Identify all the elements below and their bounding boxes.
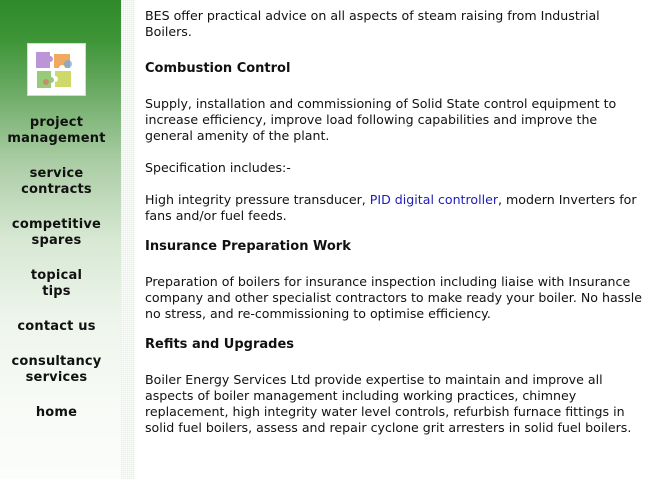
decorative-stripe [121,0,135,479]
combustion-paragraph: Supply, installation and commissioning of Solid State control equipment to increase efficiency, improve load following capabilities and improve the general amenity of the plant. [145,96,617,143]
spec-text-after: , modern Inverters for fans and/or fuel feeds. [145,192,637,223]
sidebar [0,0,121,479]
main-content [145,8,645,436]
nav-contact-us[interactable]: contact us [17,319,96,334]
puzzle-logo[interactable] [27,43,86,96]
nav-home[interactable]: home [35,405,78,420]
pid-controller-link[interactable]: PID digital controller [369,192,499,207]
nav-consultancy-services[interactable]: consultancy services [11,354,102,385]
nav-competitive-spares[interactable]: competitive spares [11,217,102,248]
nav-service-contracts[interactable]: service contracts [21,166,92,197]
nav-project-management[interactable]: project management [7,115,106,146]
spec-text-before: High integrity pressure transducer, [145,192,370,207]
puzzle-pieces-icon [28,44,85,95]
insurance-paragraph: Preparation of boilers for insurance inspection including liaise with Insurance company and other specialist contractors to make ready your boiler. No hassle no stress, and re-commissioning to optimise efficiency. [145,274,643,321]
refits-paragraph: Boiler Energy Services Ltd provide expertise to maintain and improve all aspects of boiler management including working practices, chimney replacement, high integrity water level controls, refurbish furnace fittings in solid fuel boilers, assess and repair cyclone grit arresters in solid fuel boilers. [145,372,632,435]
specification-paragraph [145,192,645,224]
nav-topical-tips[interactable]: topical tips [30,268,83,299]
intro-paragraph: BES offer practical advice on all aspects of steam raising from Industrial Boilers. [145,8,600,39]
specification-label: Specification includes:- [145,160,291,175]
combustion-heading: Combustion Control [145,61,291,76]
refits-heading: Refits and Upgrades [145,337,295,352]
insurance-heading: Insurance Preparation Work [145,239,351,254]
